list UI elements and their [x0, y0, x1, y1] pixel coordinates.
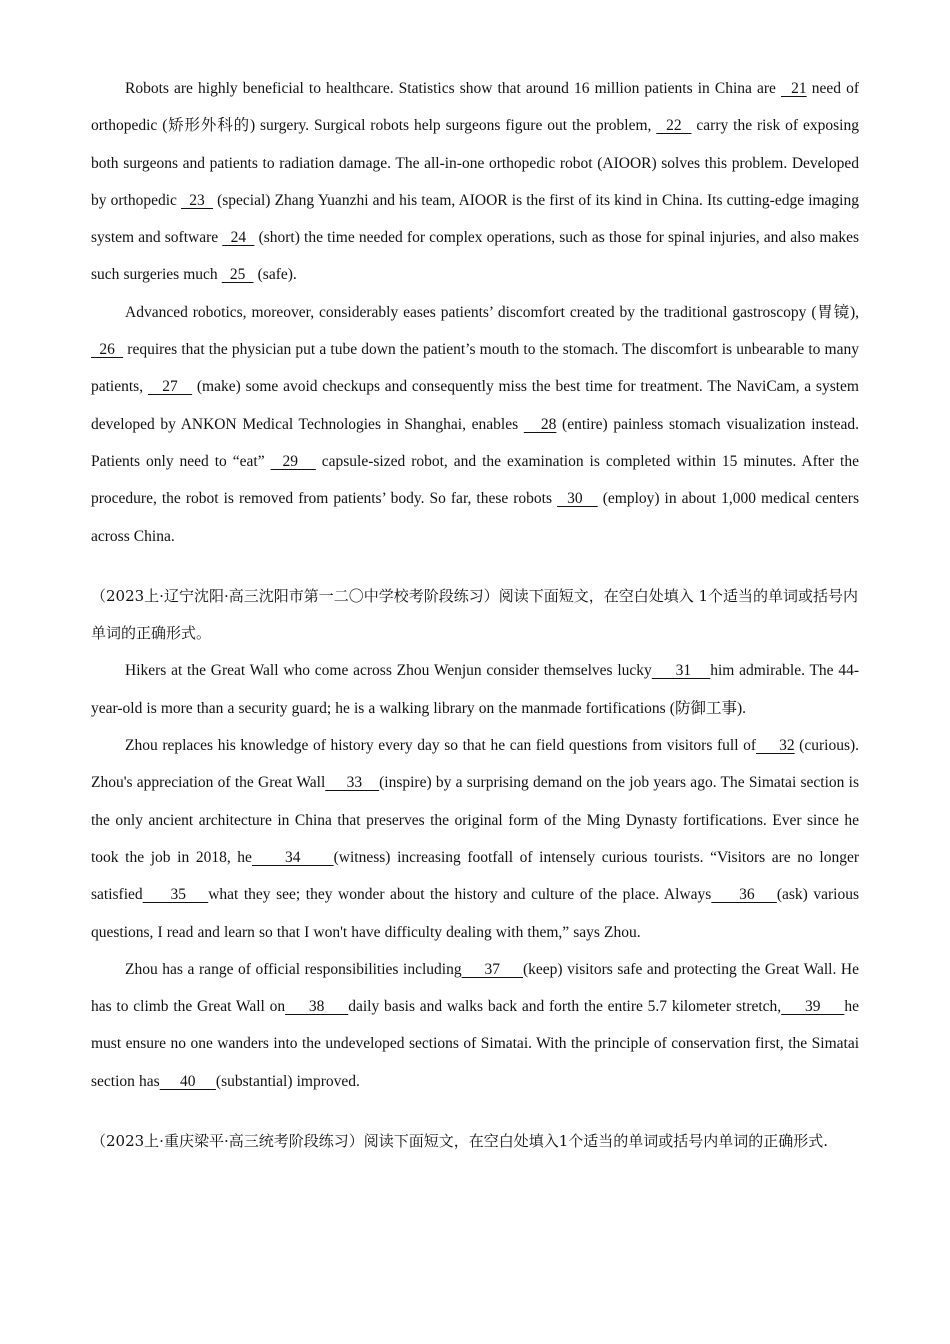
passage-robots-paragraph-2: Advanced robotics, moreover, considerably eases patients’ discomfort created by the traditional gastroscopy (胃镜), 26 requires that the physician put a tube down the patient’s mouth to the stomach. The discomfort is unbearable to many patients, 27 (make) some avoid checkups and consequently miss the best time for treatment. The NaviCam, a system developed by ANKON Medical Technologies in Shanghai, enables 28 (entire) painless stomach visualization instead. Patients only need to “eat” 29 capsule-sized robot, and the examination is completed within 15 minutes. After the procedure, the robot is removed from patients’ body. So far, these robots 30 (employ) in about 1,000 medical centers across China.	[91, 303, 859, 545]
answer-blank[interactable]: 27	[147, 378, 193, 396]
answer-blank[interactable]: 36	[711, 886, 777, 904]
answer-blank[interactable]: 37	[461, 960, 523, 978]
section-header-shenyang: （2023上·辽宁沈阳·高三沈阳市第一二〇中学校考阶段练习）阅读下面短文，在空白处填入 1个适当的单词或括号内单词的正确形式。	[91, 586, 859, 643]
answer-blank[interactable]: 29	[270, 452, 316, 470]
answer-blank[interactable]: 31	[651, 662, 711, 680]
passage-greatwall-paragraph-1: Hikers at the Great Wall who come across Zhou Wenjun consider themselves lucky 31 him admirable. The 44-year-old is more than a security guard; he is a walking library on the manmade fortifications (防御工事).	[91, 662, 859, 717]
passage-robots-paragraph-1: Robots are highly beneficial to healthcare. Statistics show that around 16 million patients in China are 21 need of orthopedic (矫形外科的) surgery. Surgical robots help surgeons figure out the problem, 22 carry the risk of exposing both surgeons and patients to radiation damage. The all-in-one orthopedic robot (AIOOR) solves this problem. Developed by orthopedic 23 (special) Zhang Yuanzhi and his team, AIOOR is the first of its kind in China. Its cutting-edge imaging system and software 24 (short) the time needed for complex operations, such as those for spinal injuries, and also makes such surgeries much 25 (safe).	[91, 80, 859, 284]
answer-blank[interactable]: 22	[656, 117, 692, 135]
answer-blank[interactable]: 23	[181, 191, 213, 209]
answer-blank[interactable]: 39	[781, 998, 845, 1016]
answer-blank[interactable]: 32	[756, 737, 795, 755]
answer-blank[interactable]: 26	[91, 341, 124, 359]
answer-blank[interactable]: 35	[142, 886, 209, 904]
answer-blank[interactable]: 21	[780, 80, 807, 97]
answer-blank[interactable]: 28	[523, 415, 557, 433]
passage-greatwall-paragraph-3: Zhou has a range of official responsibilities including 37 (keep) visitors safe and protecting the Great Wall. He has to climb the Great Wall on 38 daily basis and walks back and forth the entire 5.7 kilometer stretch, 39 he must ensure no one wanders into the undeveloped sections of Simatai. With the principle of conservation first, the Simatai section has 40 (substantial) improved.	[91, 960, 860, 1090]
answer-blank[interactable]: 38	[285, 998, 349, 1016]
passage-greatwall-paragraph-2: Zhou replaces his knowledge of history every day so that he can field questions from visitors full of 32 (curious). Zhou's appreciation of the Great Wall 33 (inspire) by a surprising demand on the job years ago. The Simatai section is the only ancient architecture in China that preserves the original form of the Ming Dynasty fortifications. Ever since he took the job in 2018, he 34 (witness) increasing footfall of intensely curious tourists. “Visitors are no longer satisfied 35 what they see; they wonder about the history and culture of the place. Always 36 (ask) various questions, I read and learn so that I won't have difficulty dealing with them,” says Zhou.	[91, 737, 860, 941]
answer-blank[interactable]: 25	[221, 266, 254, 284]
answer-blank[interactable]: 30	[557, 490, 598, 508]
document-page	[91, 70, 859, 1160]
answer-blank[interactable]: 34	[251, 848, 334, 866]
answer-blank[interactable]: 40	[159, 1072, 216, 1090]
section-header-chongqing: （2023上·重庆梁平·高三统考阶段练习）阅读下面短文，在空白处填入1个适当的单词或括号内单词的正确形式.	[91, 1132, 829, 1151]
answer-blank[interactable]: 33	[325, 774, 380, 792]
answer-blank[interactable]: 24	[222, 229, 255, 247]
